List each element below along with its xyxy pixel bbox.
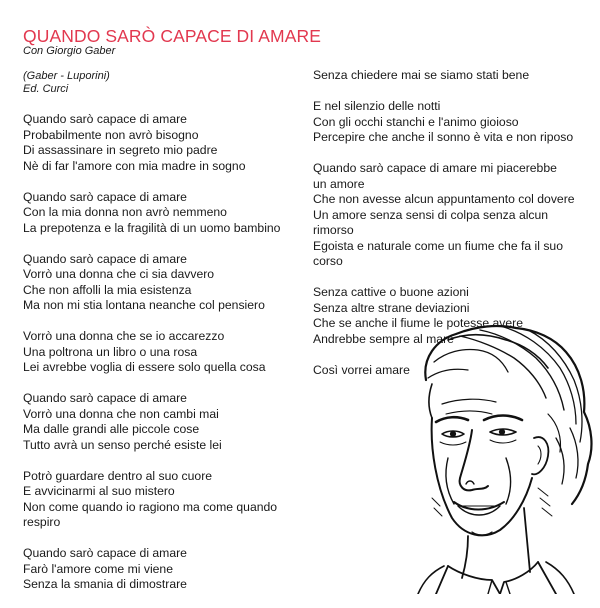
lyric-line: La prepotenza e la fragilità di un uomo bambino xyxy=(23,220,281,235)
lyric-line: Che non avesse alcun appuntamento col dovere xyxy=(313,192,575,206)
stanza xyxy=(23,546,308,593)
lyric-line: Percepire che anche il sonno è vita e non riposo xyxy=(313,130,574,144)
lyric-line: Ma dalle grandi alle piccole cose xyxy=(23,422,200,436)
lyric-line: Una poltrona un libro o una rosa xyxy=(23,344,198,359)
lyric-line: Quando sarò capace di amare xyxy=(23,251,187,266)
credits xyxy=(23,70,110,96)
credits-publisher: Ed. Curci xyxy=(23,83,69,95)
lyric-line: Egoista e naturale come un fiume che fa il suo xyxy=(313,238,563,253)
stanza xyxy=(23,329,308,376)
lyric-line: respiro xyxy=(23,515,61,529)
stanza xyxy=(313,161,588,270)
lyric-line: corso xyxy=(313,254,343,268)
lyric-line: un amore xyxy=(313,176,365,191)
stanza xyxy=(23,190,308,237)
song-title: QUANDO SARÒ CAPACE DI AMARE xyxy=(23,26,321,46)
lyric-line: Vorrò una donna che ci sia davvero xyxy=(23,267,215,281)
lyric-line: Con gli occhi stanchi e l'animo gioioso xyxy=(313,114,519,129)
lyric-line: E avvicinarmi al suo mistero xyxy=(23,484,175,498)
lyric-line: Vorrò una donna che se io accarezzo xyxy=(23,329,225,343)
lyric-line: Tutto avrà un senso perché esiste lei xyxy=(23,437,222,452)
lyric-line: rimorso xyxy=(313,223,354,237)
lyric-line: Andrebbe sempre al mare xyxy=(313,331,454,346)
lyric-line: Che non affolli la mia esistenza xyxy=(23,282,192,297)
lyric-line: E nel silenzio delle notti xyxy=(313,99,441,113)
lyric-line: Di assassinare in segreto mio padre xyxy=(23,143,218,157)
lyric-line: Quando sarò capace di amare xyxy=(23,546,187,560)
stanza xyxy=(23,469,308,531)
lyric-line: Quando sarò capace di amare xyxy=(23,189,187,204)
stanza xyxy=(313,99,588,146)
lyric-line: Lei avrebbe voglia di essere solo quella cosa xyxy=(23,360,266,374)
lyrics-left-column xyxy=(23,112,308,608)
credits-authors: (Gaber - Luporini) xyxy=(23,70,110,82)
lyric-line: Senza cattive o buone azioni xyxy=(313,285,469,299)
song-subtitle: Con Giorgio Gaber xyxy=(23,45,116,57)
lyric-line: Non come quando io ragiono ma come quando xyxy=(23,499,278,514)
lyric-line: Farò l'amore come mi viene xyxy=(23,561,173,576)
stanza xyxy=(23,391,308,453)
lyric-line: Un amore senza sensi di colpa senza alcun xyxy=(313,207,549,222)
stanza xyxy=(23,112,308,174)
stanza xyxy=(23,252,308,314)
lyric-line: Così vorrei amare xyxy=(313,362,410,377)
caricature-illustration xyxy=(388,318,600,594)
lyric-line: Con la mia donna non avrò nemmeno xyxy=(23,205,227,219)
lyric-line: Nè di far l'amore con mia madre in sogno xyxy=(23,158,246,173)
lyric-line: Quando sarò capace di amare mi piacerebbe xyxy=(313,161,557,175)
lyric-line: Vorrò una donna che non cambi mai xyxy=(23,406,219,421)
lyric-line: Quando sarò capace di amare xyxy=(23,391,187,405)
lyric-line: Senza la smania di dimostrare xyxy=(23,577,187,591)
lyric-line: Senza chiedere mai se siamo stati bene xyxy=(313,68,530,82)
stanza xyxy=(313,68,588,84)
lyric-line: Ma non mi stia lontana neanche col pensiero xyxy=(23,298,265,312)
lyric-line: Quando sarò capace di amare xyxy=(23,112,187,126)
lyric-line: Probabilmente non avrò bisogno xyxy=(23,127,199,142)
lyric-line: Che se anche il fiume le potesse avere xyxy=(313,316,524,330)
lyric-line: Senza altre strane deviazioni xyxy=(313,300,470,315)
lyric-line: Potrò guardare dentro al suo cuore xyxy=(23,468,213,483)
